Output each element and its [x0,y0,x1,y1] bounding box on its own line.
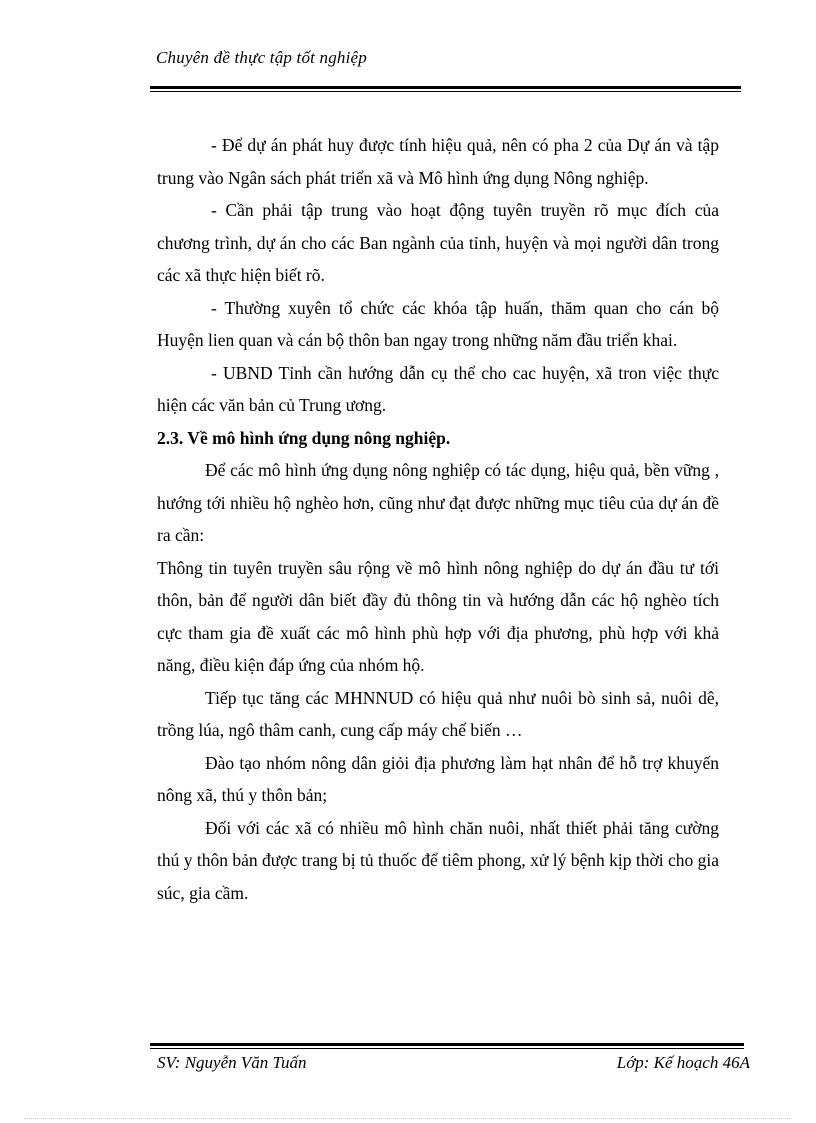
body-paragraph: Đào tạo nhóm nông dân giỏi địa phương làm hạt nhân để hỗ trợ khuyến nông xã, thú y thôn bản; [157,752,719,805]
header-rule-thin [150,91,741,92]
footer-class-name: Lớp: Kế hoạch 46A [616,1053,750,1072]
bullet-paragraph: - Thường xuyên tổ chức các khóa tập huấn, thăm quan cho cán bộ Huyện lien quan và cán bộ thôn ban ngay trong những năm đầu triển khai. [157,297,719,350]
document-body [157,129,719,909]
body-paragraph: Đối với các xã có nhiều mô hình chăn nuôi, nhất thiết phải tăng cường thú y thôn bản được trang bị tủ thuốc để tiêm phong, xử lý bệnh kịp thời cho gia súc, gia cầm. [157,817,719,903]
bullet-paragraph: - UBND Tỉnh cần hướng dẫn cụ thể cho cac huyện, xã tron việc thực hiện các văn bản củ Trung ương. [157,362,719,415]
footer-student-name: SV: Nguyễn Văn Tuấn [157,1053,307,1072]
footer-rule-thin [150,1048,744,1049]
footer-rule-thick [150,1043,744,1046]
section-heading: 2.3. Về mô hình ứng dụng nông nghiệp. [157,427,451,448]
body-paragraph: Tiếp tục tăng các MHNNUD có hiệu quả như nuôi bò sinh sả, nuôi dê, trồng lúa, ngô thâm canh, cung cấp máy chế biến … [157,687,719,740]
body-paragraph: Thông tin tuyên truyền sâu rộng về mô hình nông nghiệp do dự án đầu tư tới thôn, bản để người dân biết đầy đủ thông tin và hướng dẫn các hộ nghèo tích cực tham gia đề xuất các mô hình phù hợp với địa phương, phù hợp với khả năng, điều kiện đáp ứng của nhóm hộ. [157,557,719,675]
bullet-paragraph: - Để dự án phát huy được tính hiệu quả, nên có pha 2 của Dự án và tập trung vào Ngân sách phát triển xã và Mô hình ứng dụng Nông nghiệp. [157,135,719,188]
bullet-paragraph: - Cần phải tập trung vào hoạt động tuyên truyền rõ mục đích của chương trình, dự án cho các Ban ngành của tỉnh, huyện và mọi người dân trong các xã thực hiện biết rõ. [157,200,719,285]
page-border-dotted [24,1118,792,1119]
header-rule-thick [150,86,741,89]
body-paragraph: Để các mô hình ứng dụng nông nghiệp có tác dụng, hiệu quả, bền vững , hướng tới nhiều hộ nghèo hơn, cũng như đạt được những mục tiêu của dự án đề ra cần: [157,460,719,545]
header-title: Chuyên đề thực tập tốt nghiệp [156,48,368,67]
